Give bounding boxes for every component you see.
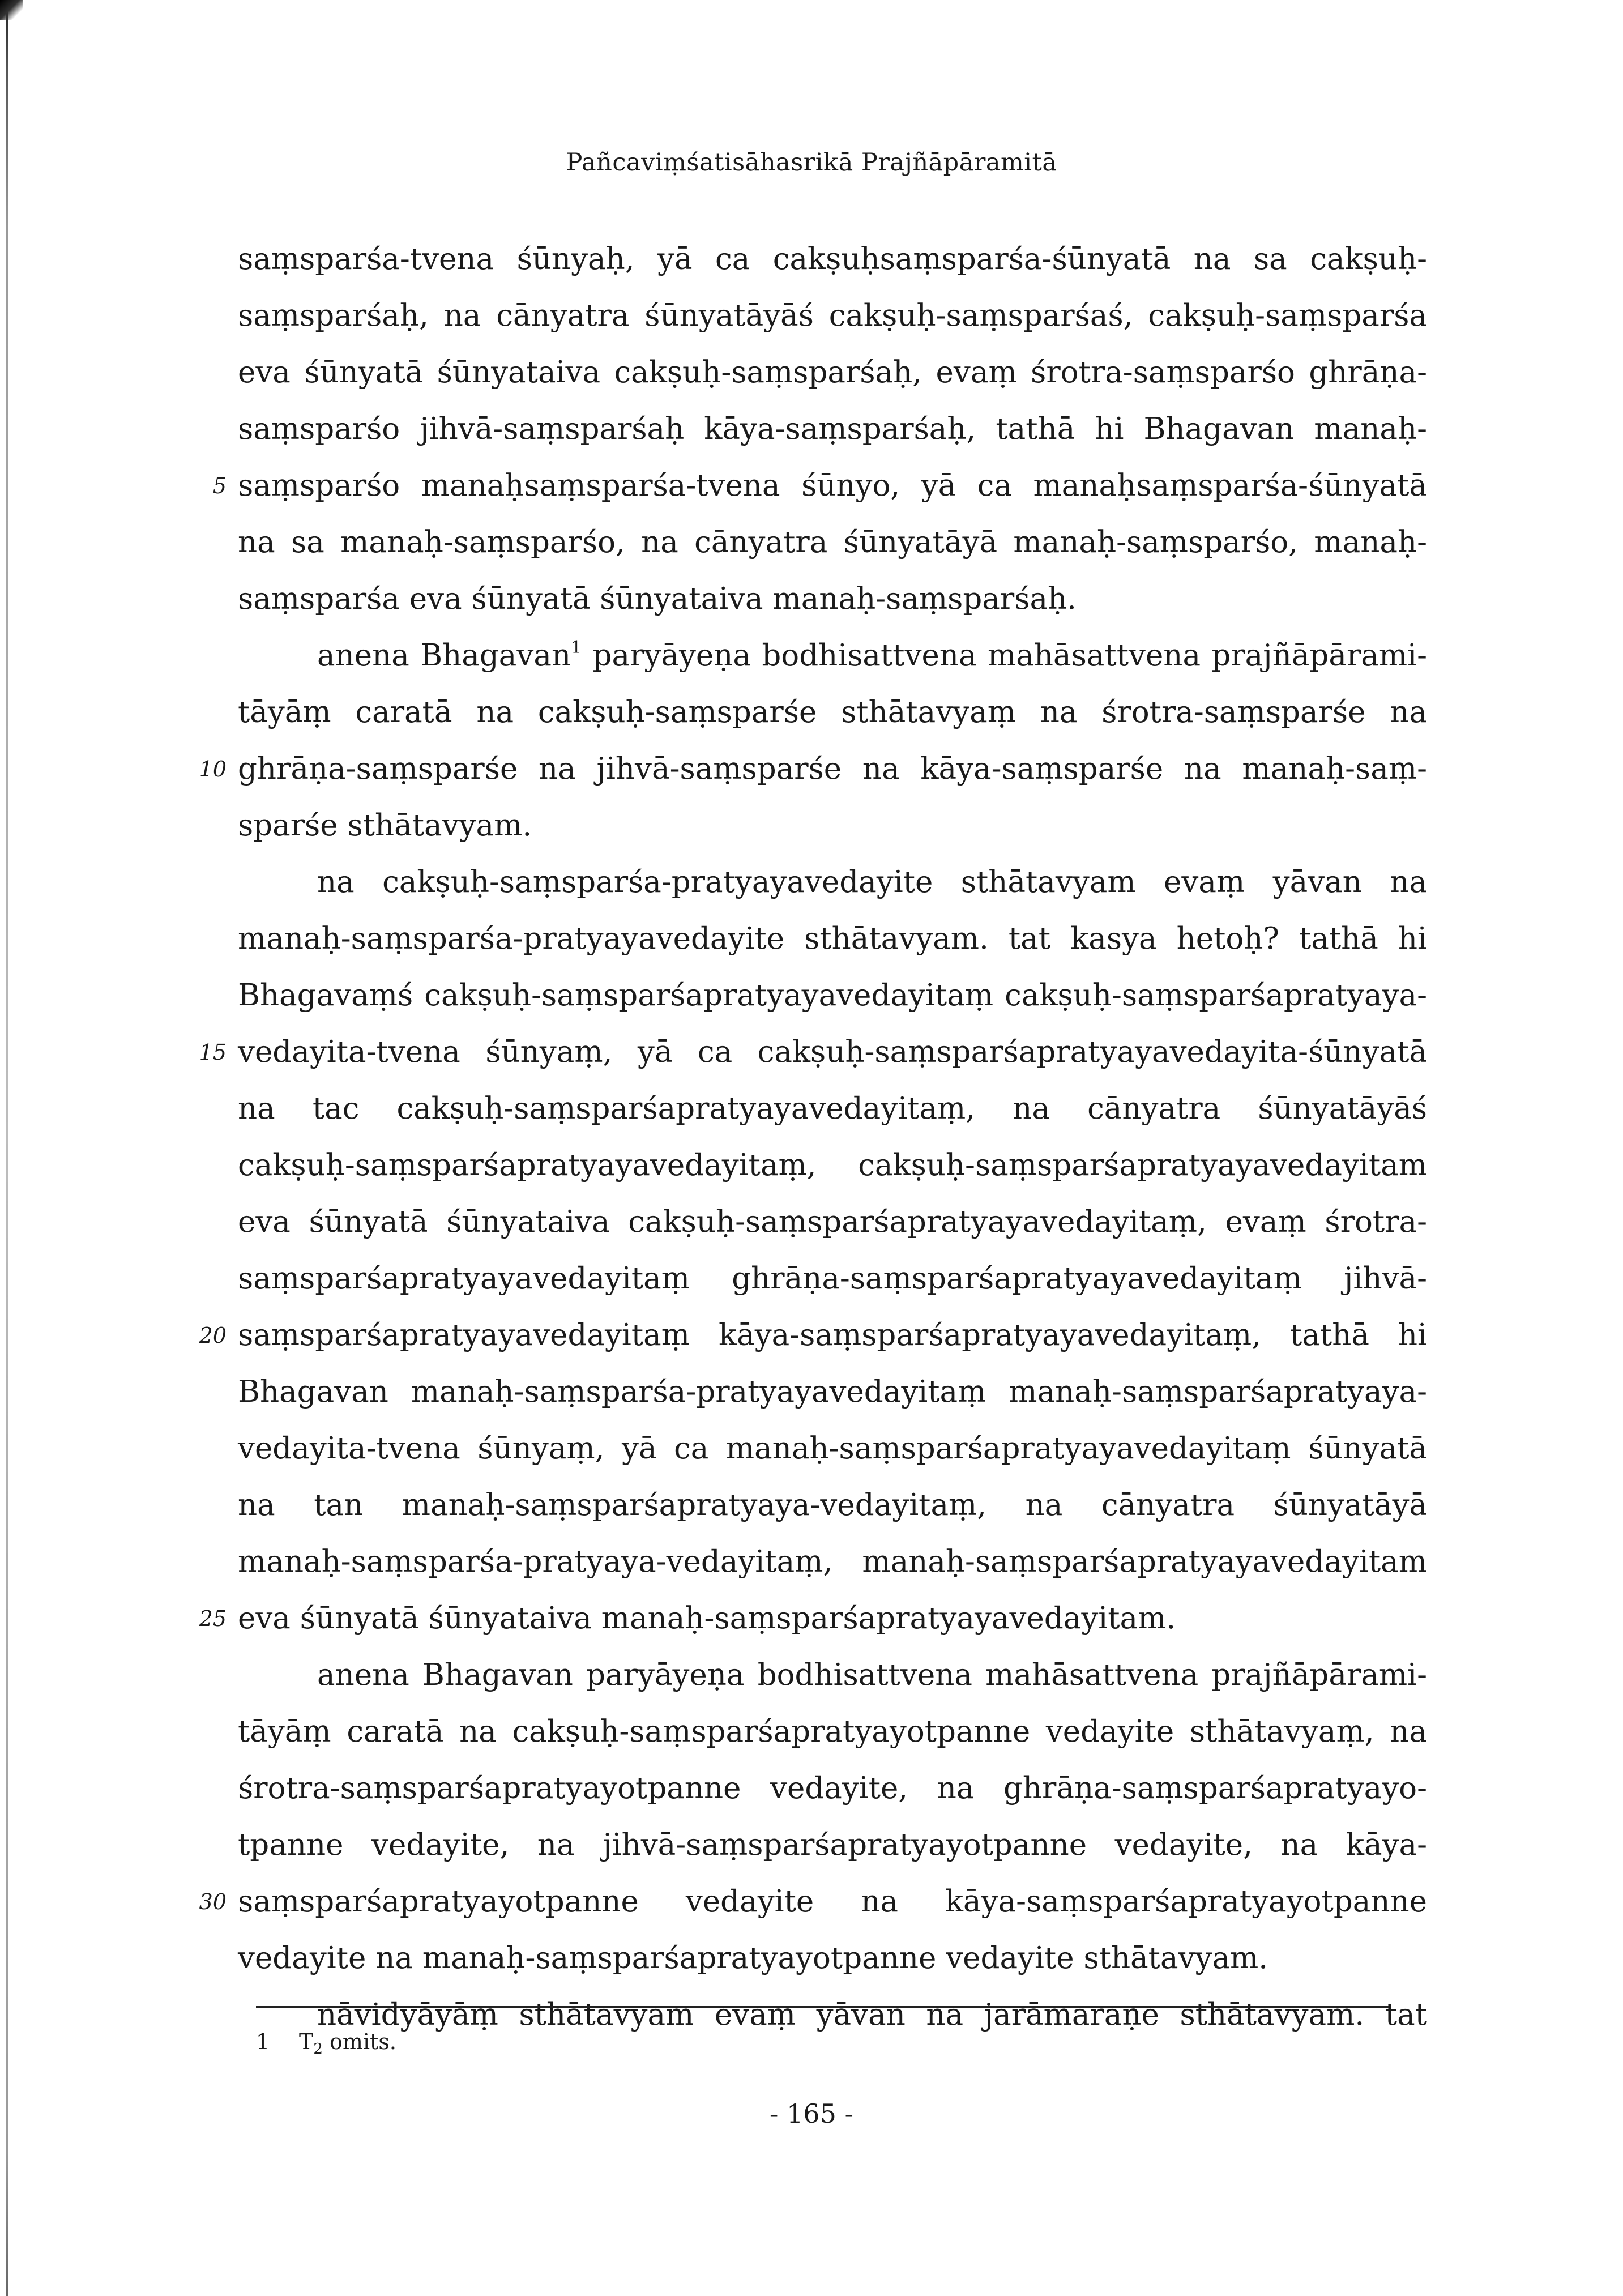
text-line bbox=[238, 1081, 1427, 1137]
scan-edge bbox=[6, 0, 8, 2296]
text-line bbox=[199, 1024, 1427, 1081]
line-text: saṃsparśapratyayavedayitaṃ kāya-saṃsparśapratyayavedayitaṃ, tathā hi bbox=[238, 1318, 1427, 1352]
text-line bbox=[238, 1251, 1427, 1307]
text-line bbox=[238, 628, 1427, 684]
text-line bbox=[238, 684, 1427, 741]
text-line bbox=[238, 967, 1427, 1024]
line-text: saṃsparśa eva śūnyatā śūnyataiva manaḥ-saṃsparśaḥ. bbox=[238, 582, 1077, 616]
text-line bbox=[238, 1420, 1427, 1477]
line-text: tpanne vedayite, na jihvā-saṃsparśapratyayotpanne vedayite, na kāya- bbox=[238, 1828, 1427, 1862]
text-line bbox=[238, 911, 1427, 967]
line-text: na tac cakṣuḥ-saṃsparśapratyayavedayitaṃ, na cānyatra śūnyatāyāś bbox=[238, 1091, 1427, 1126]
text-line bbox=[212, 458, 1427, 514]
line-text: manaḥ-saṃsparśa-pratyayavedayite sthātavyam. tat kasya hetoḥ? tathā hi bbox=[238, 921, 1427, 956]
line-text: eva śūnyatā śūnyataiva cakṣuḥ-saṃsparśapratyayavedayitaṃ, evaṃ śrotra- bbox=[238, 1205, 1427, 1239]
line-text: saṃsparśo manaḥsaṃsparśa-tvena śūnyo, yā ca manaḥsaṃsparśa-śūnyatā bbox=[238, 468, 1427, 503]
footnote bbox=[256, 2025, 396, 2066]
line-text: na sa manaḥ-saṃsparśo, na cānyatra śūnyatāyā manaḥ-saṃsparśo, manaḥ- bbox=[238, 525, 1427, 560]
line-text: saṃsparśapratyayotpanne vedayite na kāya-saṃsparśapratyayotpanne bbox=[238, 1884, 1427, 1919]
line-text: tāyāṃ caratā na cakṣuḥ-saṃsparśapratyayotpanne vedayite sthātavyaṃ, na bbox=[238, 1714, 1427, 1749]
text-line bbox=[238, 514, 1427, 571]
text-line bbox=[199, 1873, 1427, 1930]
text-line bbox=[238, 401, 1427, 458]
running-head: Pañcaviṃśatisāhasrikā Prajñāpāramitā bbox=[566, 148, 1057, 177]
line-text: vedayita-tvena śūnyaṃ, yā ca cakṣuḥ-saṃsparśapratyayavedayita-śūnyatā bbox=[238, 1035, 1427, 1069]
text-line bbox=[238, 1987, 1427, 2043]
footnote-rule bbox=[256, 2006, 1389, 2008]
line-text: saṃsparśa-tvena śūnyaḥ, yā ca cakṣuḥsaṃsparśa-śūnyatā na sa cakṣuḥ- bbox=[238, 242, 1427, 276]
text-line bbox=[238, 1647, 1427, 1704]
body-text bbox=[199, 231, 1428, 2043]
line-text: saṃsparśapratyayavedayitaṃ ghrāṇa-saṃsparśapratyayavedayitaṃ jihvā- bbox=[238, 1261, 1427, 1296]
line-text: eva śūnyatā śūnyataiva cakṣuḥ-saṃsparśaḥ, evaṃ śrotra-saṃsparśo ghrāṇa- bbox=[238, 355, 1427, 390]
line-text: Bhagavan manaḥ-saṃsparśa-pratyayavedayitaṃ manaḥ-saṃsparśapratyaya- bbox=[238, 1375, 1427, 1409]
line-text: eva śūnyatā śūnyataiva manaḥ-saṃsparśapratyayavedayitam. bbox=[238, 1601, 1176, 1636]
footnote-marker: 1 bbox=[571, 638, 582, 658]
footnote-subscript: 2 bbox=[313, 2041, 323, 2058]
line-number: 25 bbox=[199, 1606, 227, 1631]
line-text: cakṣuḥ-saṃsparśapratyayavedayitaṃ, cakṣuḥ-saṃsparśapratyayavedayitam bbox=[238, 1148, 1427, 1183]
text-line bbox=[238, 1930, 1427, 1987]
line-number: 15 bbox=[199, 1040, 227, 1065]
line-number: 30 bbox=[199, 1889, 227, 1914]
line-text: saṃsparśo jihvā-saṃsparśaḥ kāya-saṃsparśaḥ, tathā hi Bhagavan manaḥ- bbox=[238, 412, 1427, 446]
line-text: tāyāṃ caratā na cakṣuḥ-saṃsparśe sthātavyaṃ na śrotra-saṃsparśe na bbox=[238, 695, 1427, 729]
line-text: na tan manaḥ-saṃsparśapratyaya-vedayitaṃ, na cānyatra śūnyatāyā bbox=[238, 1488, 1427, 1522]
text-line bbox=[238, 1534, 1427, 1590]
text-line bbox=[238, 571, 1427, 628]
line-number: 10 bbox=[199, 757, 227, 782]
scan-corner bbox=[0, 0, 23, 20]
text-line bbox=[199, 741, 1427, 797]
line-text: saṃsparśaḥ, na cānyatra śūnyatāyāś cakṣuḥ-saṃsparśaś, cakṣuḥ-saṃsparśa bbox=[238, 298, 1427, 333]
text-line bbox=[238, 1137, 1427, 1194]
line-text: nāvidyāyāṃ sthātavyam evaṃ yāvan na jarāmaraṇe sthātavyam. tat bbox=[317, 1998, 1427, 2032]
page-number: - 165 - bbox=[769, 2098, 854, 2129]
line-text: sparśe sthātavyam. bbox=[238, 808, 532, 843]
line-text: ghrāṇa-saṃsparśe na jihvā-saṃsparśe na kāya-saṃsparśe na manaḥ-saṃ- bbox=[238, 752, 1427, 786]
footnote-number: 1 bbox=[256, 2029, 270, 2054]
text-line bbox=[238, 1760, 1427, 1817]
footnote-text: T bbox=[299, 2029, 314, 2054]
text-line bbox=[238, 1477, 1427, 1534]
footnote-text-after: omits. bbox=[322, 2029, 396, 2054]
text-line bbox=[238, 1194, 1427, 1251]
line-text: vedayita-tvena śūnyaṃ, yā ca manaḥ-saṃsparśapratyayavedayitaṃ śūnyatā bbox=[238, 1431, 1427, 1466]
line-text: vedayite na manaḥ-saṃsparśapratyayotpanne vedayite sthātavyam. bbox=[238, 1941, 1268, 1975]
text-line bbox=[238, 288, 1427, 344]
line-text: śrotra-saṃsparśapratyayotpanne vedayite, na ghrāṇa-saṃsparśapratyayo- bbox=[238, 1771, 1427, 1806]
line-number: 5 bbox=[212, 473, 227, 498]
line-text: na cakṣuḥ-saṃsparśa-pratyayavedayite sthātavyam evaṃ yāvan na bbox=[317, 865, 1427, 899]
text-line bbox=[199, 1590, 1427, 1647]
text-line bbox=[238, 1817, 1427, 1873]
text-line bbox=[238, 854, 1427, 911]
text-line bbox=[238, 1704, 1427, 1760]
text-line bbox=[238, 797, 1427, 854]
text-line bbox=[199, 1307, 1427, 1364]
line-text: paryāyeṇa bodhisattvena mahāsattvena prajñāpārami- bbox=[582, 638, 1428, 673]
line-text: anena Bhagavan paryāyeṇa bodhisattvena mahāsattvena prajñāpārami- bbox=[317, 1658, 1427, 1692]
line-text: manaḥ-saṃsparśa-pratyaya-vedayitaṃ, manaḥ-saṃsparśapratyayavedayitam bbox=[238, 1544, 1427, 1579]
text-line bbox=[238, 231, 1427, 288]
line-text: anena Bhagavan bbox=[317, 638, 571, 673]
text-line bbox=[238, 344, 1427, 401]
text-line bbox=[238, 1364, 1427, 1420]
line-number: 20 bbox=[199, 1323, 227, 1348]
line-text: Bhagavaṃś cakṣuḥ-saṃsparśapratyayavedayitaṃ cakṣuḥ-saṃsparśapratyaya- bbox=[238, 978, 1427, 1013]
